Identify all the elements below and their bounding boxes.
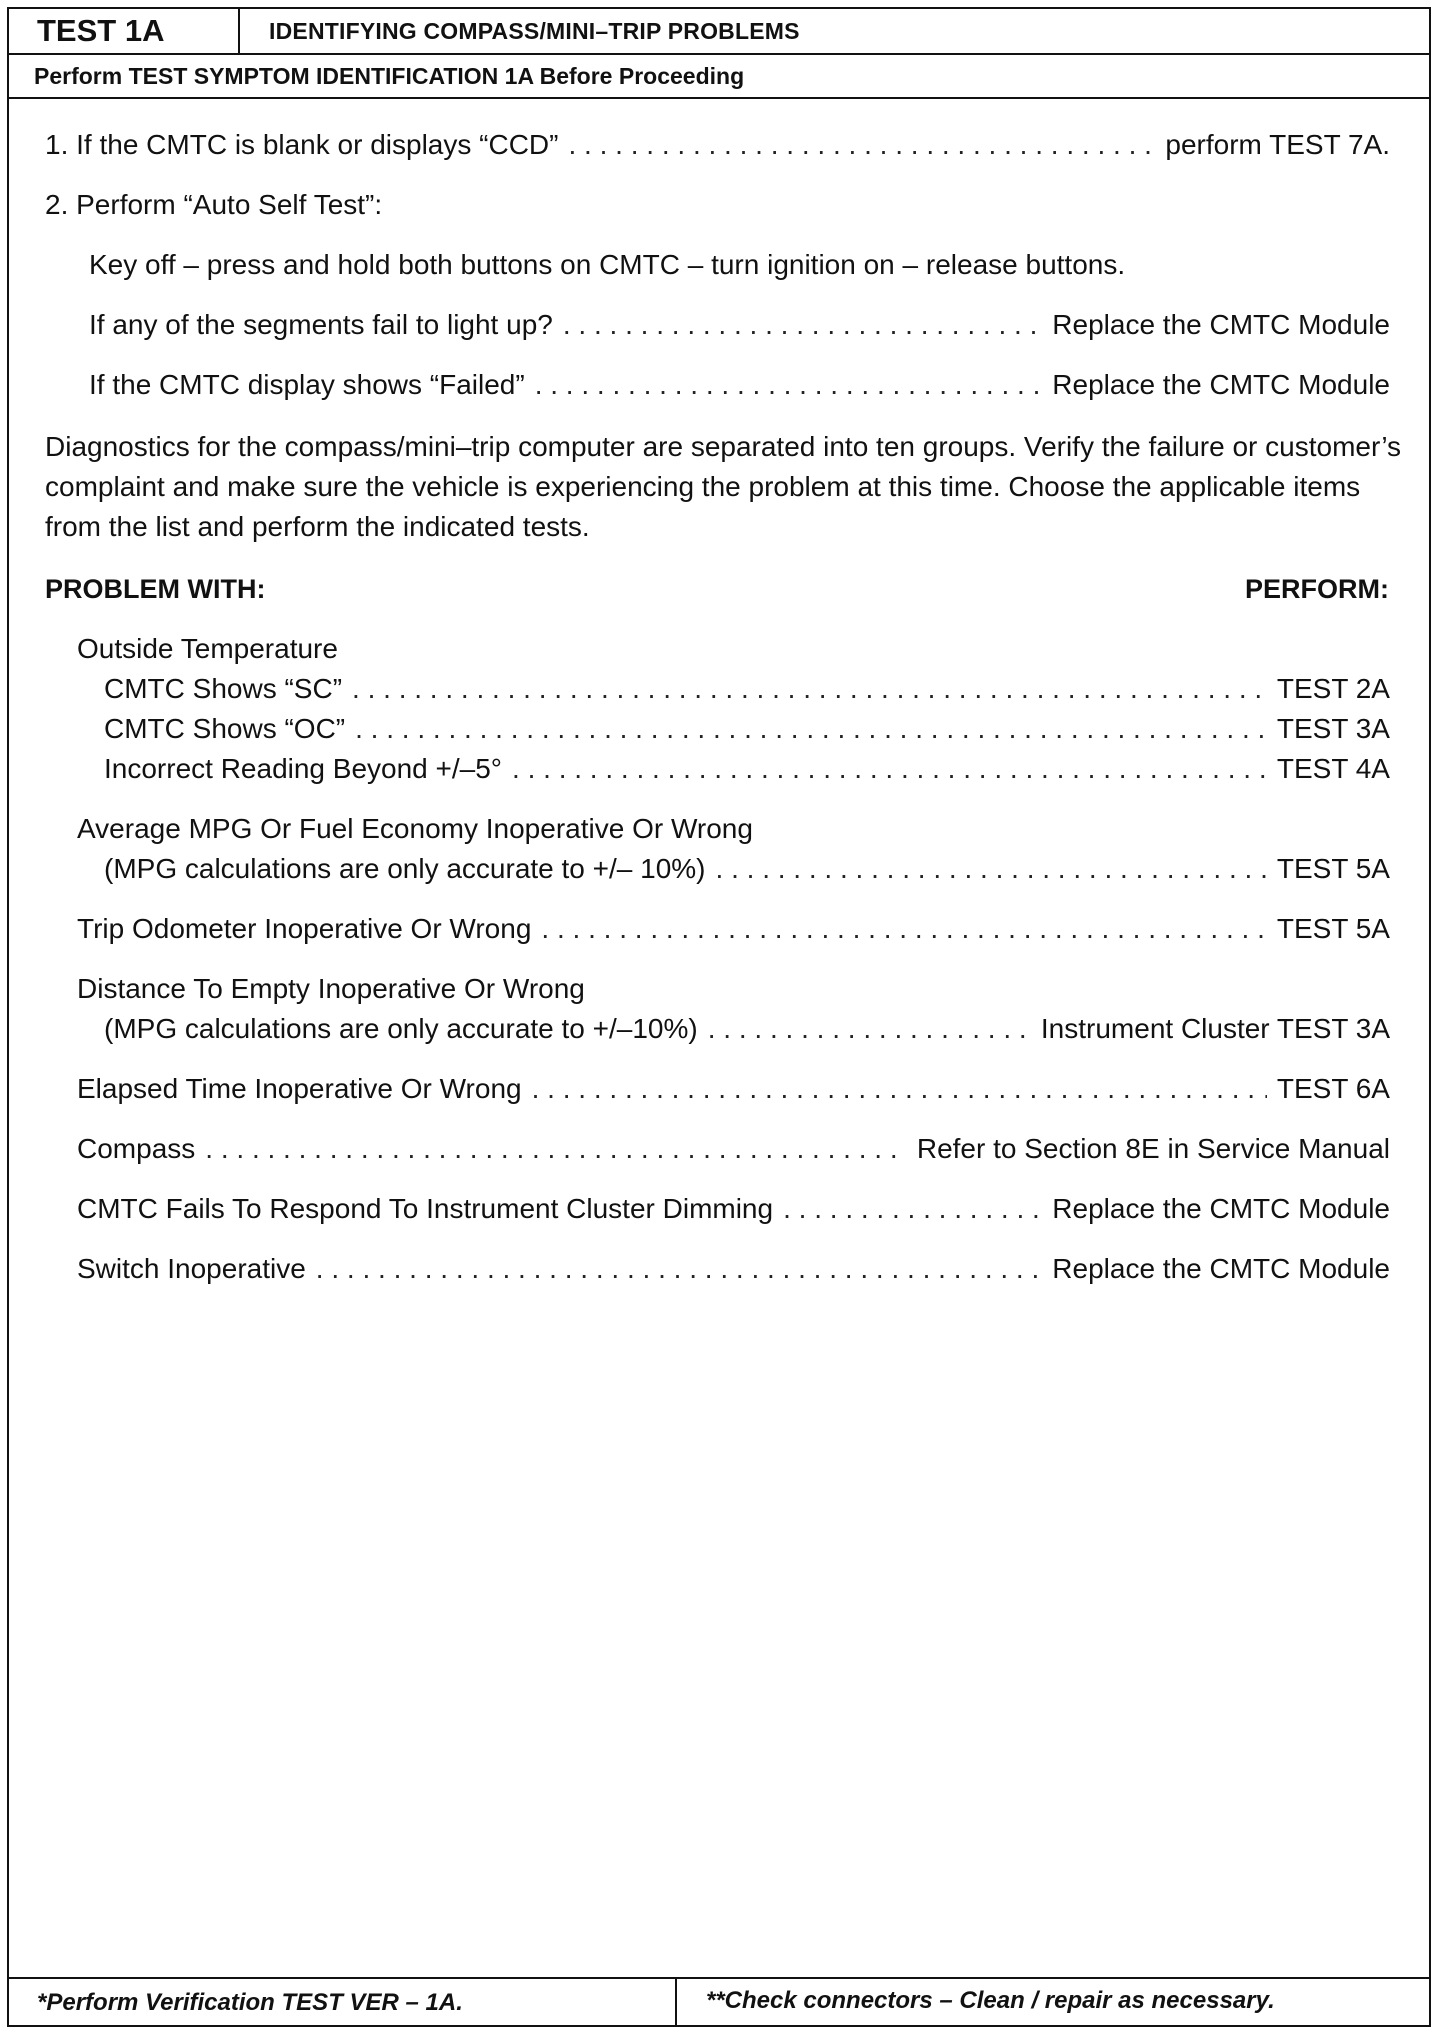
distance-to-empty-label: Distance To Empty Inoperative Or Wrong [77, 973, 585, 1004]
step-2a-action: Replace the CMTC Module [1052, 309, 1390, 340]
compass-action: Refer to Section 8E in Service Manual [916, 1133, 1390, 1164]
elapsed-time-action: TEST 6A [1276, 1073, 1390, 1104]
connector-note: **Check connectors – Clean / repair as necessary. [706, 1987, 1275, 2014]
trip-odometer-text: Trip Odometer Inoperative Or Wrong [77, 913, 532, 944]
sc-action: TEST 2A [1276, 673, 1390, 704]
dimming-row [77, 1191, 1390, 1227]
step-2b-text: If the CMTC display shows “Failed” [89, 369, 525, 400]
trip-odometer-row [77, 911, 1390, 947]
leader-dots [352, 671, 1267, 707]
step-1-action: perform TEST 7A. [1165, 129, 1390, 160]
distance-to-empty-note: (MPG calculations are only accurate to +/–10%) [104, 1013, 698, 1044]
average-mpg-action: TEST 5A [1276, 853, 1390, 884]
outside-temperature-label: Outside Temperature [77, 633, 338, 664]
switch-row [77, 1251, 1390, 1287]
step-1-row [45, 127, 1390, 163]
intro-paragraph: Diagnostics for the compass/mini–trip computer are separated into ten groups. Verify the failure or customer’s complaint and make sure the vehicle is experiencing the problem at this time. Choose the applicable items from the list and perform the indicated tests. [45, 431, 1402, 542]
step-2-instruction: Key off – press and hold both buttons on CMTC – turn ignition on – release buttons. [89, 249, 1126, 280]
leader-dots [316, 1251, 1043, 1287]
oc-action: TEST 3A [1276, 713, 1390, 744]
test-id: TEST 1A [9, 9, 240, 53]
leader-dots [205, 1131, 907, 1167]
switch-text: Switch Inoperative [77, 1253, 306, 1284]
trip-odometer-action: TEST 5A [1276, 913, 1390, 944]
test-title: IDENTIFYING COMPASS/MINI–TRIP PROBLEMS [269, 18, 800, 44]
step-2b-action: Replace the CMTC Module [1052, 369, 1390, 400]
distance-to-empty-action: Instrument Cluster TEST 3A [1040, 1013, 1390, 1044]
elapsed-time-text: Elapsed Time Inoperative Or Wrong [77, 1073, 522, 1104]
verification-note: *Perform Verification TEST VER – 1A. [9, 1979, 677, 2025]
compass-text: Compass [77, 1133, 196, 1164]
step-2-heading: 2. Perform “Auto Self Test”: [45, 189, 383, 220]
leader-dots [716, 851, 1267, 887]
average-mpg-note: (MPG calculations are only accurate to +/– 10%) [104, 853, 706, 884]
incorrect-reading-row [104, 751, 1390, 787]
sc-text: CMTC Shows “SC” [104, 673, 343, 704]
distance-to-empty-row [104, 1011, 1390, 1047]
incorrect-reading-action: TEST 4A [1276, 753, 1390, 784]
elapsed-time-row [77, 1071, 1390, 1107]
test-sheet [7, 7, 1431, 2027]
step-1-text: 1. If the CMTC is blank or displays “CCD” [45, 129, 559, 160]
leader-dots [568, 127, 1155, 163]
perform-column-heading: PERFORM: [1245, 574, 1389, 604]
problem-column-heading: PROBLEM WITH: [45, 574, 266, 604]
leader-dots [563, 307, 1042, 343]
leader-dots [708, 1011, 1031, 1047]
leader-dots [512, 751, 1267, 787]
footer-row [9, 1977, 1429, 2025]
sc-row [104, 671, 1390, 707]
average-mpg-row [104, 851, 1390, 887]
switch-action: Replace the CMTC Module [1052, 1253, 1390, 1284]
header-row [9, 9, 1429, 55]
dimming-action: Replace the CMTC Module [1052, 1193, 1390, 1224]
step-2a-row [89, 307, 1390, 343]
dimming-text: CMTC Fails To Respond To Instrument Cluster Dimming [77, 1193, 774, 1224]
step-2b-row [89, 367, 1390, 403]
leader-dots [541, 911, 1267, 947]
compass-row [77, 1131, 1390, 1167]
step-2a-text: If any of the segments fail to light up? [89, 309, 553, 340]
leader-dots [783, 1191, 1042, 1227]
leader-dots [532, 1071, 1267, 1107]
oc-row [104, 711, 1390, 747]
average-mpg-label: Average MPG Or Fuel Economy Inoperative Or Wrong [77, 813, 753, 844]
leader-dots [355, 711, 1267, 747]
incorrect-reading-text: Incorrect Reading Beyond +/–5° [104, 753, 503, 784]
leader-dots [535, 367, 1043, 403]
oc-text: CMTC Shows “OC” [104, 713, 346, 744]
prerequisite-note: Perform TEST SYMPTOM IDENTIFICATION 1A Before Proceeding [9, 55, 1429, 99]
